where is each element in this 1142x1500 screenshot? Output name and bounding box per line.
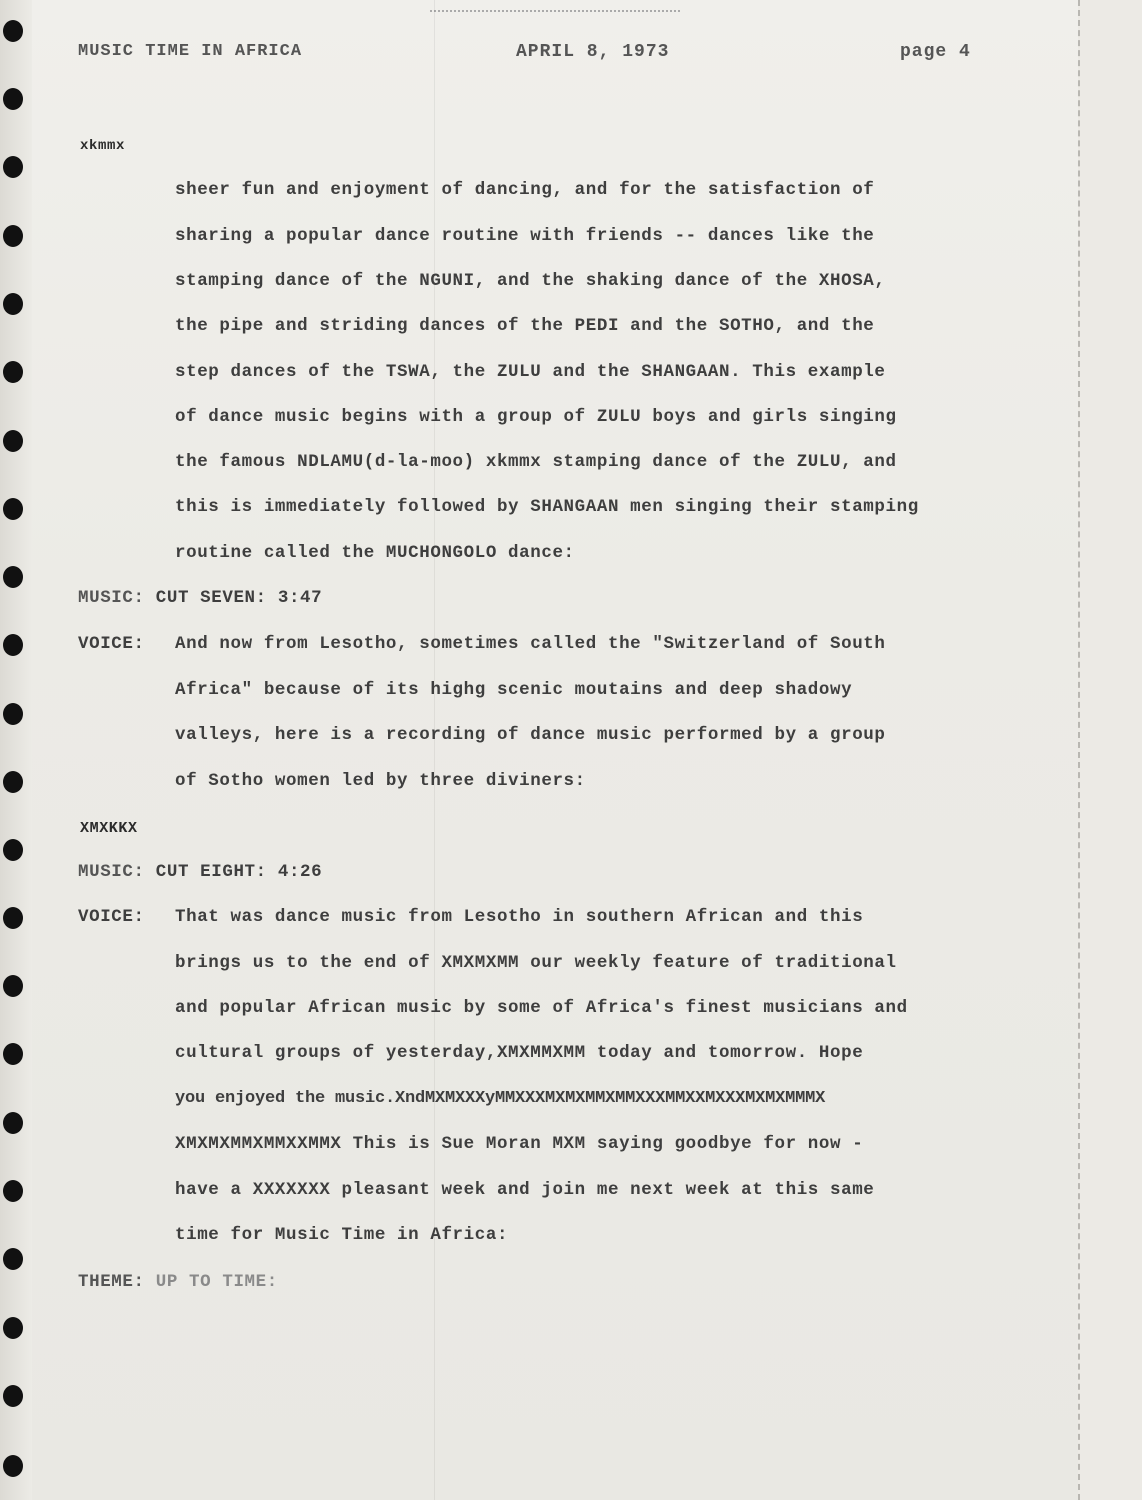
cue-text: CUT EIGHT: 4:26	[155, 862, 323, 882]
cue-label: MUSIC:	[78, 588, 145, 608]
tractor-hole	[1093, 900, 1119, 930]
tractor-hole	[1093, 494, 1119, 524]
tractor-hole	[1093, 1444, 1119, 1474]
binding-hole	[3, 430, 23, 452]
tractor-hole	[1093, 422, 1119, 452]
binding-hole	[3, 498, 23, 520]
tractor-hole	[1093, 1172, 1119, 1202]
binding-hole	[3, 703, 23, 725]
tractor-hole	[1093, 968, 1119, 998]
tractor-hole	[1093, 832, 1119, 862]
binding-hole	[3, 1043, 23, 1065]
tractor-hole	[1093, 1240, 1119, 1270]
program-title: MUSIC TIME IN AFRICA	[78, 42, 303, 61]
binding-hole	[3, 20, 23, 42]
script-line: routine called the MUCHONGOLO dance:	[175, 543, 575, 563]
binding-hole	[3, 1112, 23, 1134]
tractor-hole	[1093, 152, 1119, 182]
script-line: the famous NDLAMU(d-la-moo) xkmmx stamping dance of the ZULU, and	[175, 452, 897, 472]
tractor-hole	[1093, 1034, 1119, 1064]
script-line: cultural groups of yesterday,XMXMMXMM today and tomorrow. Hope	[175, 1043, 864, 1063]
script-line: the pipe and striding dances of the PEDI and the SOTHO, and the	[175, 316, 875, 336]
cue-text: CUT SEVEN: 3:47	[155, 588, 323, 608]
voice-cue-label: VOICE:	[78, 634, 145, 654]
tractor-hole	[1093, 82, 1119, 112]
binding-hole	[3, 975, 23, 997]
tractor-hole	[1093, 1308, 1119, 1338]
binding-hole	[3, 1385, 23, 1407]
binding-hole	[3, 88, 23, 110]
cue-label: MUSIC:	[78, 862, 145, 882]
script-line: And now from Lesotho, sometimes called the "Switzerland of South	[175, 634, 886, 654]
script-line: time for Music Time in Africa:	[175, 1225, 509, 1245]
binding-hole	[3, 566, 23, 588]
page-header	[78, 42, 992, 72]
script-line: this is immediately followed by SHANGAAN men singing their stamping	[175, 497, 919, 517]
script-line: valleys, here is a recording of dance music performed by a group	[175, 725, 886, 745]
tractor-hole	[1093, 354, 1119, 384]
binding-hole	[3, 156, 23, 178]
tractor-hole	[1093, 220, 1119, 250]
binding-hole	[3, 1180, 23, 1202]
binding-hole	[3, 1455, 23, 1477]
cue-label: THEME:	[78, 1272, 145, 1292]
theme-cue	[78, 1272, 278, 1292]
script-line: have a XXXXXXX pleasant week and join me next week at this same	[175, 1180, 875, 1200]
tractor-hole	[1093, 1102, 1119, 1132]
script-line: step dances of the TSWA, the ZULU and the SHANGAAN. This example	[175, 362, 886, 382]
script-line: sheer fun and enjoyment of dancing, and for the satisfaction of	[175, 180, 875, 200]
script-line: Africa" because of its highg scenic moutains and deep shadowy	[175, 680, 853, 700]
script-line: stamping dance of the NGUNI, and the shaking dance of the XHOSA,	[175, 271, 886, 291]
tractor-hole	[1093, 286, 1119, 316]
script-line: of dance music begins with a group of ZULU boys and girls singing	[175, 407, 897, 427]
perforation-line	[430, 10, 680, 16]
binding-hole	[3, 1248, 23, 1270]
page-number: page 4	[900, 42, 971, 62]
broadcast-date: APRIL 8, 1973	[516, 42, 670, 62]
script-line: you enjoyed the music.XndMXMXXXyMMXXXMXMXMMXMMXXXMMXXMXXXMXMXMMMX	[175, 1089, 826, 1108]
script-line: XMXMXMMXMMXXMMX This is Sue Moran MXM saying goodbye for now -	[175, 1134, 864, 1154]
tractor-hole	[1093, 16, 1119, 46]
binding-hole	[3, 1317, 23, 1339]
tractor-hole	[1093, 766, 1119, 796]
binding-hole	[3, 839, 23, 861]
music-cue	[78, 588, 322, 608]
binding-hole	[3, 771, 23, 793]
script-line: brings us to the end of XMXMXMM our weekly feature of traditional	[175, 953, 897, 973]
music-cue	[78, 862, 322, 882]
voice-cue-label: VOICE:	[78, 907, 145, 927]
script-line: of Sotho women led by three diviners:	[175, 771, 586, 791]
script-line: sharing a popular dance routine with friends -- dances like the	[175, 226, 875, 246]
script-line: That was dance music from Lesotho in southern African and this	[175, 907, 864, 927]
tractor-hole	[1093, 560, 1119, 590]
binding-hole	[3, 293, 23, 315]
binding-hole	[3, 361, 23, 383]
tractor-hole	[1093, 628, 1119, 658]
struck-out-text: XMXKKX	[80, 820, 138, 837]
binding-hole	[3, 634, 23, 656]
binding-hole	[3, 907, 23, 929]
binding-hole	[3, 225, 23, 247]
tractor-hole	[1093, 1376, 1119, 1406]
script-line: and popular African music by some of Africa's finest musicians and	[175, 998, 908, 1018]
cue-text: UP TO TIME:	[155, 1272, 278, 1292]
struck-out-text: xkmmx	[80, 138, 126, 154]
paper-fold	[434, 0, 435, 1500]
tractor-hole	[1093, 698, 1119, 728]
